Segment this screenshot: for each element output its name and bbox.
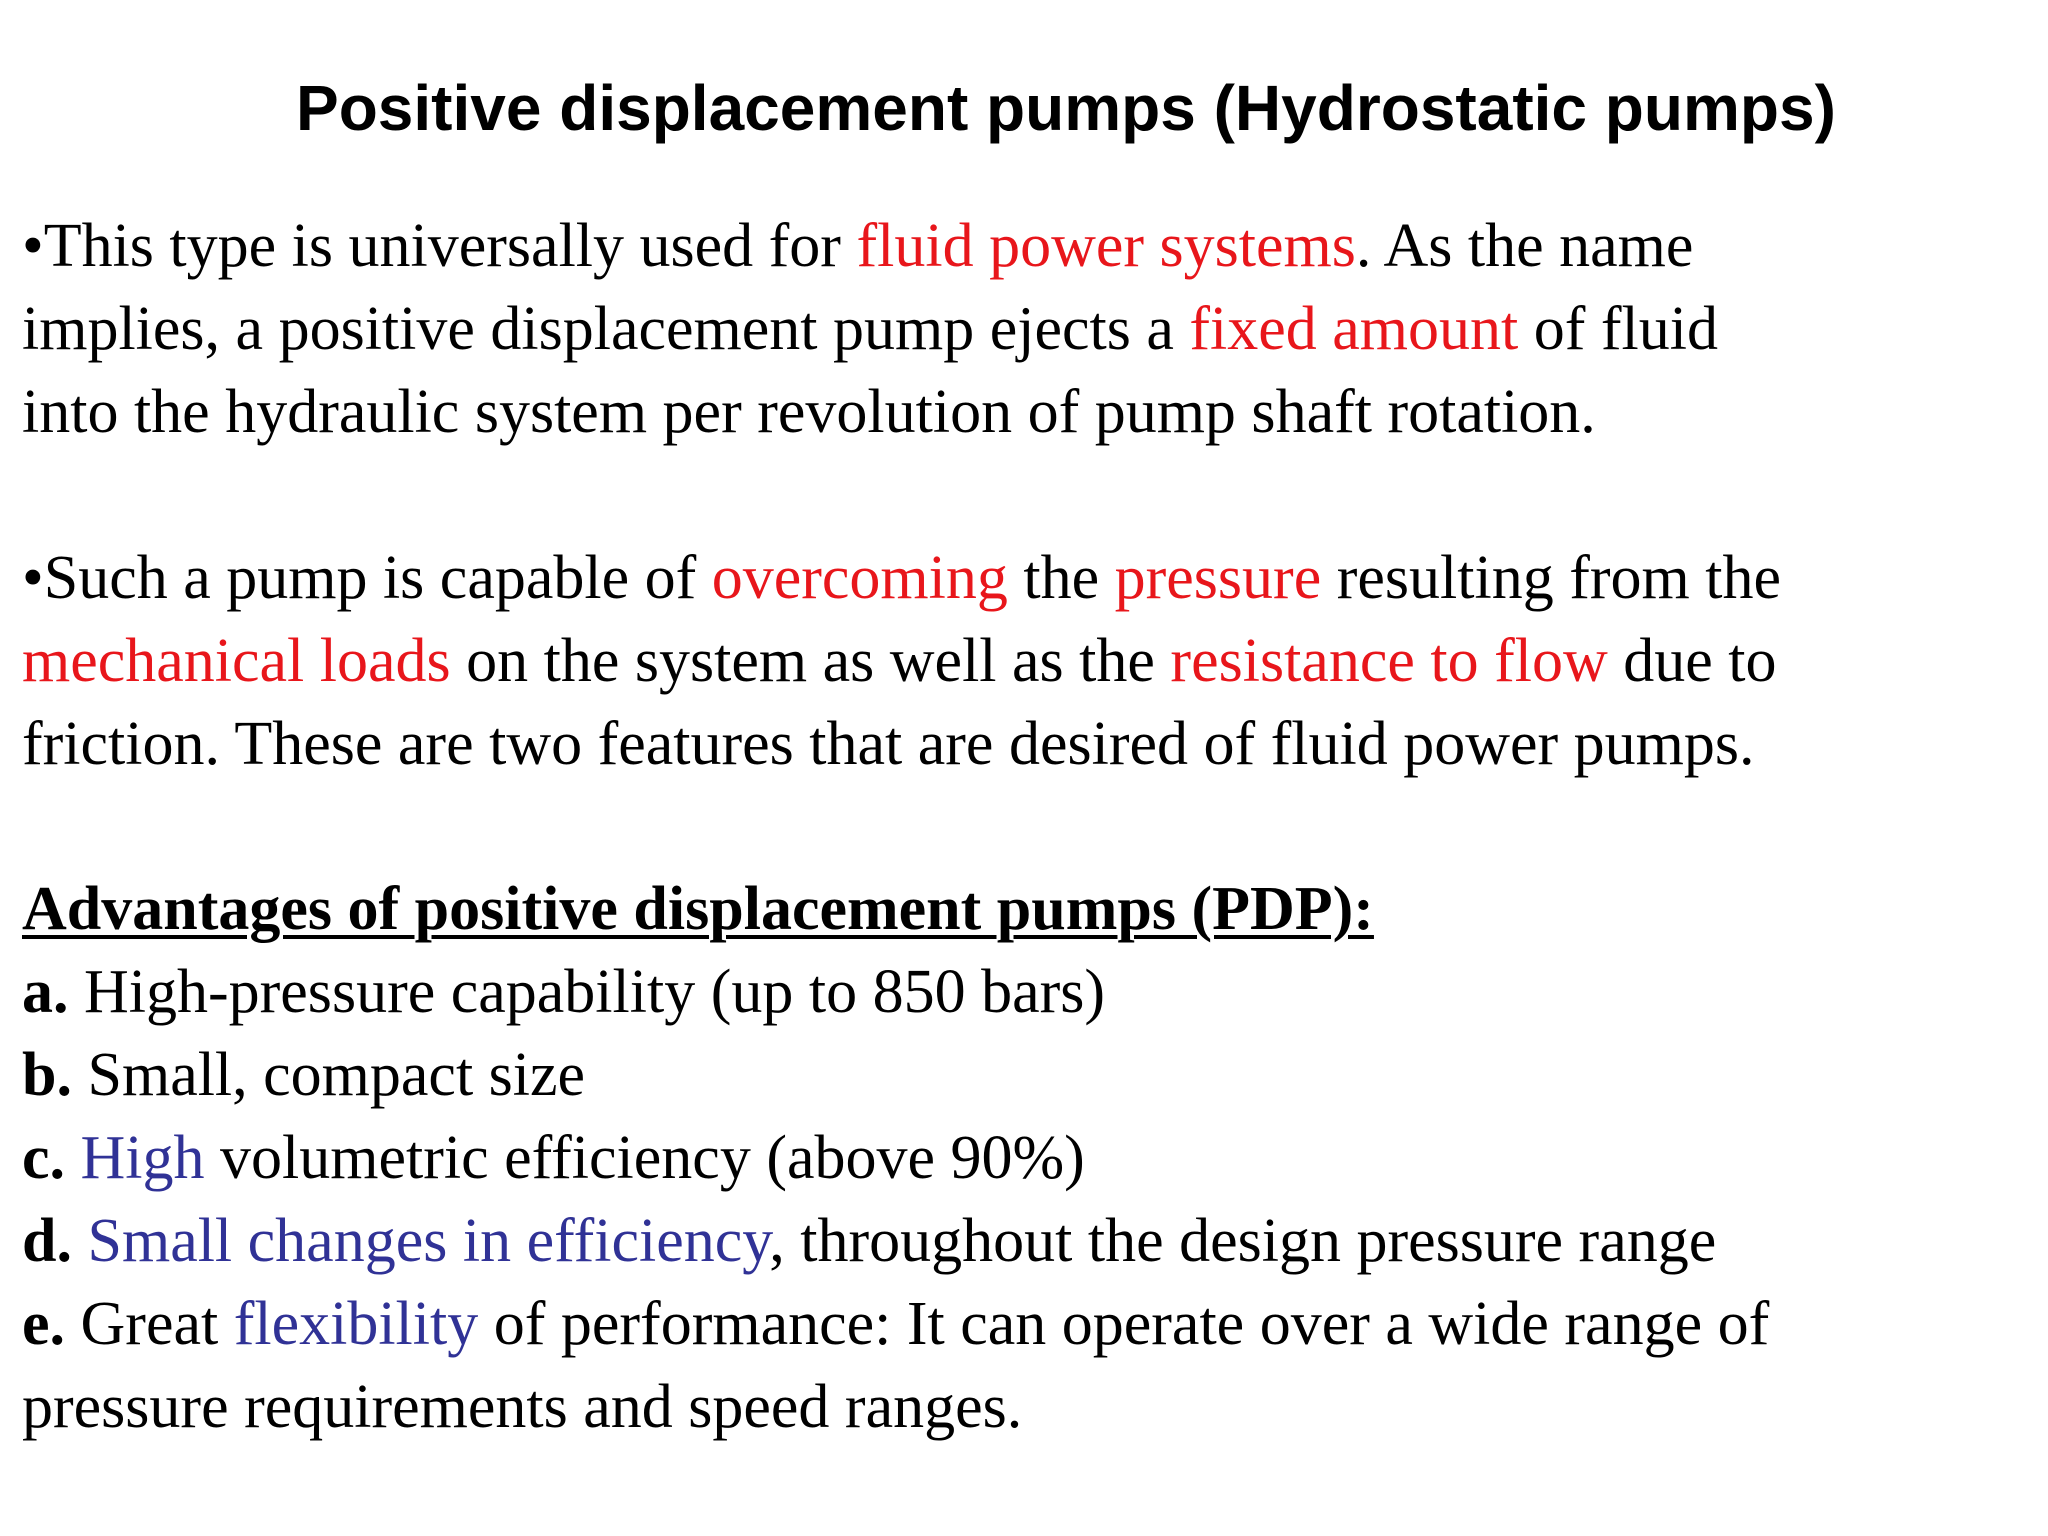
item-letter: a. bbox=[22, 958, 69, 1026]
text-segment: •Such a pump is capable of bbox=[22, 544, 712, 612]
text-line bbox=[22, 703, 2022, 786]
item-letter: e. bbox=[22, 1290, 66, 1358]
text-segment: of performance: It can operate over a wide range of bbox=[478, 1290, 1770, 1358]
text-segment: the bbox=[1007, 544, 1115, 612]
text-segment: due to bbox=[1607, 627, 1777, 695]
highlight-blue: High bbox=[65, 1124, 205, 1192]
text-segment: implies, a positive displacement pump ejects a bbox=[22, 295, 1190, 363]
highlight-red: mechanical loads bbox=[22, 627, 451, 695]
text-line bbox=[22, 620, 2022, 703]
advantage-item-b bbox=[22, 1034, 2022, 1117]
highlight-blue: Small changes in efficiency bbox=[71, 1207, 770, 1275]
text-segment: High-pressure capability (up to 850 bars) bbox=[68, 958, 1106, 1026]
advantage-item-d bbox=[22, 1200, 2022, 1283]
text-segment: Great bbox=[65, 1290, 234, 1358]
paragraph-pressure bbox=[22, 537, 2022, 786]
text-segment: of fluid bbox=[1518, 295, 1718, 363]
slide-title: Positive displacement pumps (Hydrostatic pumps) bbox=[296, 72, 1836, 144]
text-line bbox=[22, 288, 2022, 371]
advantages-list bbox=[22, 868, 2022, 1449]
text-segment: into the hydraulic system per revolution of pump shaft rotation. bbox=[22, 378, 1596, 446]
text-segment: , throughout the design pressure range bbox=[769, 1207, 1717, 1275]
advantage-item-e bbox=[22, 1283, 2022, 1366]
text-segment: resulting from the bbox=[1321, 544, 1781, 612]
item-letter: b. bbox=[22, 1041, 72, 1109]
text-segment: volumetric efficiency (above 90%) bbox=[204, 1124, 1085, 1192]
text-line bbox=[22, 537, 2022, 620]
advantages-heading: Advantages of positive displacement pumps (PDP): bbox=[22, 875, 1374, 943]
highlight-red: pressure bbox=[1114, 544, 1322, 612]
highlight-red: fixed amount bbox=[1189, 295, 1519, 363]
highlight-red: resistance to flow bbox=[1170, 627, 1608, 695]
text-segment: friction. These are two features that are desired of fluid power pumps. bbox=[22, 710, 1755, 778]
item-letter: d. bbox=[22, 1207, 72, 1275]
paragraph-fluid-power bbox=[22, 205, 2022, 454]
text-segment: Small, compact size bbox=[71, 1041, 586, 1109]
text-segment: •This type is universally used for bbox=[22, 212, 857, 280]
highlight-blue: flexibility bbox=[233, 1290, 479, 1358]
text-segment: on the system as well as the bbox=[450, 627, 1171, 695]
highlight-red: overcoming bbox=[711, 544, 1008, 612]
text-segment: . As the name bbox=[1355, 212, 1694, 280]
text-line bbox=[22, 371, 2022, 454]
text-line bbox=[22, 205, 2022, 288]
advantage-item-e-continuation: pressure requirements and speed ranges. bbox=[22, 1373, 1023, 1441]
advantage-item-a bbox=[22, 951, 2022, 1034]
advantages-heading-line bbox=[22, 868, 2022, 951]
item-letter: c. bbox=[22, 1124, 66, 1192]
highlight-red: fluid power systems bbox=[856, 212, 1356, 280]
advantage-item-c bbox=[22, 1117, 2022, 1200]
